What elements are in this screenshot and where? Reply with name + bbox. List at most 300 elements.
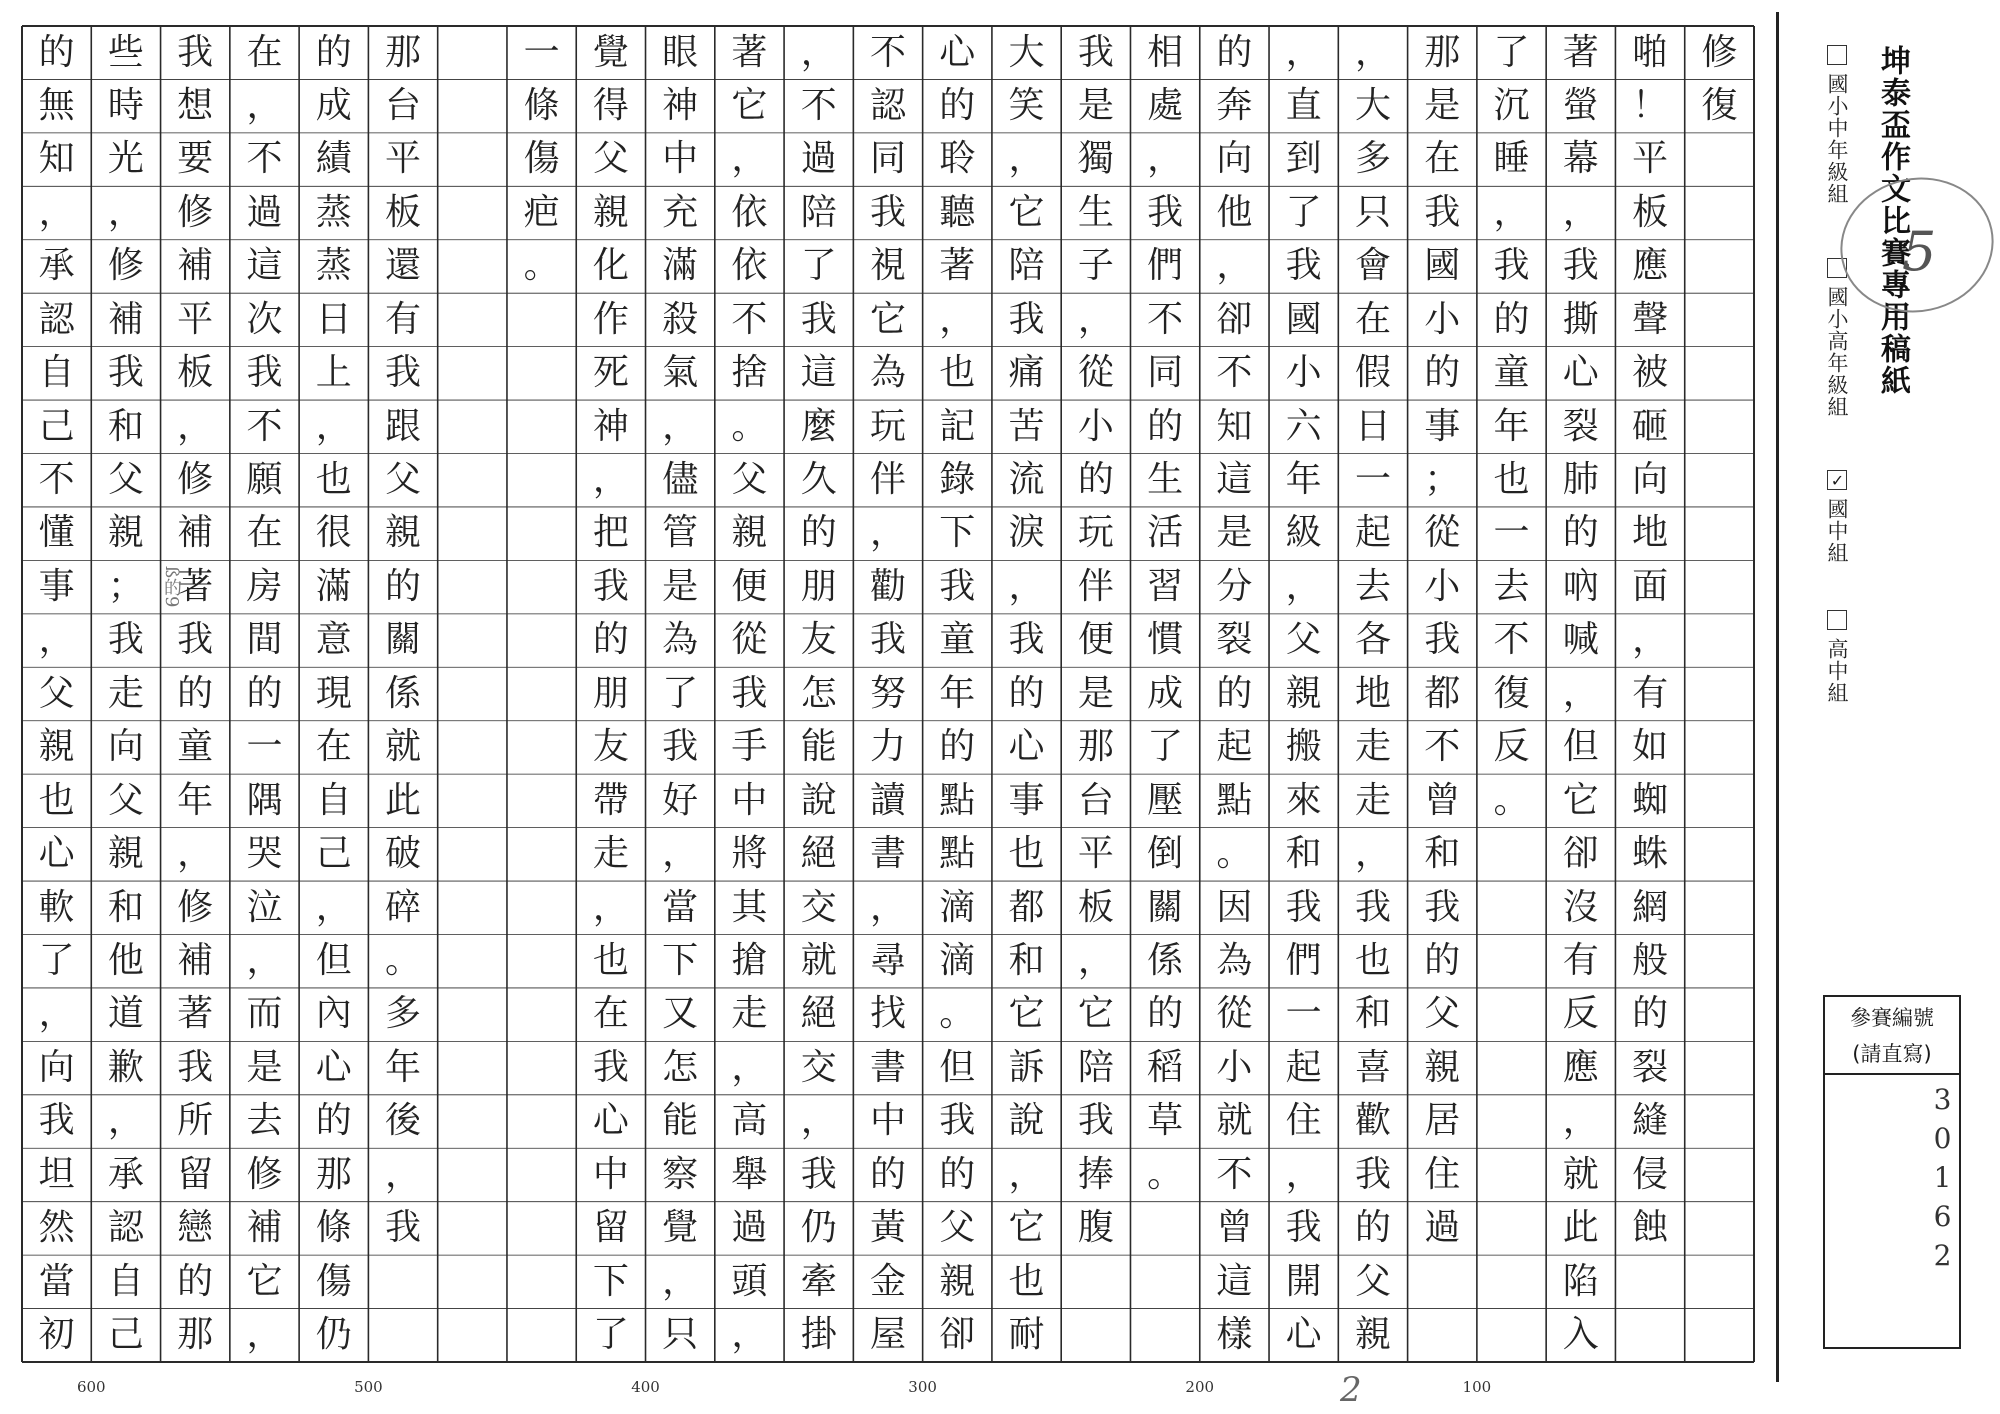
essay-char: 中 xyxy=(731,779,768,821)
essay-char: 。 xyxy=(1216,833,1253,875)
essay-char: 點 xyxy=(939,779,976,821)
essay-char: 板 xyxy=(1632,191,1669,233)
essay-char: 不 xyxy=(1216,352,1253,394)
grader-mark: 2 xyxy=(1340,1370,1362,1410)
essay-char: 裂 xyxy=(1216,619,1253,661)
essay-char: 只 xyxy=(1354,191,1391,233)
essay-char: 的 xyxy=(315,31,352,73)
essay-char: 下 xyxy=(662,939,699,981)
essay-char: 充 xyxy=(662,191,699,233)
essay-char: 上 xyxy=(315,352,352,394)
essay-char: 倒 xyxy=(1147,833,1184,875)
essay-char: 這 xyxy=(1216,459,1253,501)
essay-char: 的 xyxy=(939,726,976,768)
essay-char: 好 xyxy=(662,779,699,821)
essay-char: 心 xyxy=(38,833,75,875)
essay-char: 係 xyxy=(1147,939,1184,981)
essay-char: 裂 xyxy=(1562,405,1599,447)
essay-char: 疤 xyxy=(523,191,560,233)
essay-char: 事 xyxy=(38,565,75,607)
essay-char: ， xyxy=(1008,138,1045,180)
essay-char: 起 xyxy=(1285,1046,1322,1088)
essay-char: 年 xyxy=(939,672,976,714)
essay-char: ， xyxy=(869,886,906,928)
essay-char: 了 xyxy=(1285,191,1322,233)
essay-char: 我 xyxy=(662,726,699,768)
essay-char: ， xyxy=(592,459,629,501)
essay-char: 那 xyxy=(385,31,422,73)
essay-char: 的 xyxy=(592,619,629,661)
essay-char: 走 xyxy=(1354,726,1391,768)
essay-char: 間 xyxy=(246,619,283,661)
essay-char: 童 xyxy=(177,726,214,768)
essay-char: 覺 xyxy=(592,31,629,73)
essay-char: 都 xyxy=(1008,886,1045,928)
essay-char: 笑 xyxy=(1008,84,1045,126)
essay-char: 修 xyxy=(177,886,214,928)
essay-char: 親 xyxy=(38,726,75,768)
essay-char: 住 xyxy=(1424,1153,1461,1195)
essay-char: 不 xyxy=(731,298,768,340)
essay-char: 和 xyxy=(1008,939,1045,981)
essay-char: 親 xyxy=(107,833,144,875)
essay-char: 自 xyxy=(38,352,75,394)
essay-char: 記 xyxy=(939,405,976,447)
essay-char: 的 xyxy=(315,1100,352,1142)
essay-char: 父 xyxy=(1354,1260,1391,1302)
essay-char: 陪 xyxy=(1008,245,1045,287)
essay-char: 然 xyxy=(38,1207,75,1249)
essay-char: 跟 xyxy=(385,405,422,447)
essay-char: 的 xyxy=(939,1153,976,1195)
essay-char: 它 xyxy=(1008,993,1045,1035)
essay-char: 知 xyxy=(38,138,75,180)
essay-char: ， xyxy=(38,993,75,1035)
essay-char: 捨 xyxy=(731,352,768,394)
essay-char: 相 xyxy=(1147,31,1184,73)
essay-char: ， xyxy=(1077,939,1114,981)
essay-char: ， xyxy=(1008,1153,1045,1195)
essay-char: 來 xyxy=(1285,779,1322,821)
essay-char: 和 xyxy=(107,405,144,447)
essay-char: 我 xyxy=(800,298,837,340)
essay-char: ， xyxy=(38,619,75,661)
group-checkbox[interactable] xyxy=(1822,45,1852,205)
essay-char: ！ xyxy=(1632,84,1669,126)
essay-char: 交 xyxy=(800,1046,837,1088)
essay-char: 在 xyxy=(592,993,629,1035)
essay-char: ， xyxy=(1008,565,1045,607)
essay-char: ， xyxy=(662,833,699,875)
essay-char: 親 xyxy=(731,512,768,554)
essay-char: 的 xyxy=(246,672,283,714)
essay-char: 歡 xyxy=(1354,1100,1391,1142)
essay-char: 傷 xyxy=(315,1260,352,1302)
essay-char: ， xyxy=(1354,31,1391,73)
essay-char: 和 xyxy=(1354,993,1391,1035)
essay-char: 我 xyxy=(1008,619,1045,661)
essay-char: 也 xyxy=(592,939,629,981)
essay-char: 的 xyxy=(1632,993,1669,1035)
essay-char: 小 xyxy=(1285,352,1322,394)
essay-char: 把 xyxy=(592,512,629,554)
essay-char: 認 xyxy=(107,1207,144,1249)
essay-char: ， xyxy=(731,1046,768,1088)
group-checkbox-label: 國中組 xyxy=(1825,498,1849,564)
essay-char: ， xyxy=(246,84,283,126)
essay-char: 痛 xyxy=(1008,352,1045,394)
essay-char: 的 xyxy=(939,84,976,126)
essay-char: 是 xyxy=(1077,672,1114,714)
essay-char: 我 xyxy=(1008,298,1045,340)
essay-char: 慣 xyxy=(1147,619,1184,661)
essay-char: 就 xyxy=(1216,1100,1253,1142)
essay-char: 找 xyxy=(869,993,906,1035)
sidebar-divider xyxy=(1776,12,1779,1382)
essay-char: ， xyxy=(1562,191,1599,233)
essay-char: 板 xyxy=(385,191,422,233)
essay-char: ， xyxy=(731,1314,768,1356)
essay-char: 子 xyxy=(1077,245,1114,287)
essay-char: ， xyxy=(177,833,214,875)
essay-char: 覺 xyxy=(662,1207,699,1249)
essay-char: 伴 xyxy=(1077,565,1114,607)
essay-char: ， xyxy=(107,191,144,233)
essay-char: 陷 xyxy=(1562,1260,1599,1302)
essay-char: 就 xyxy=(1562,1153,1599,1195)
essay-char: 能 xyxy=(662,1100,699,1142)
essay-char: 是 xyxy=(1077,84,1114,126)
essay-char: 父 xyxy=(38,672,75,714)
essay-char: 死 xyxy=(592,352,629,394)
essay-char: 己 xyxy=(107,1314,144,1356)
essay-char: 懂 xyxy=(38,512,75,554)
essay-char: 我 xyxy=(246,352,283,394)
essay-char: 小 xyxy=(1216,1046,1253,1088)
essay-char: 裂 xyxy=(1632,1046,1669,1088)
essay-char: 假 xyxy=(1354,352,1391,394)
essay-char: 幕 xyxy=(1562,138,1599,180)
essay-char: 蜘 xyxy=(1632,779,1669,821)
essay-char: 它 xyxy=(1077,993,1114,1035)
essay-char: 搬 xyxy=(1285,726,1322,768)
essay-char: 的 xyxy=(1008,672,1045,714)
essay-char: 反 xyxy=(1562,993,1599,1035)
essay-char: 怎 xyxy=(800,672,837,714)
essay-char: 。 xyxy=(939,993,976,1035)
essay-char: 了 xyxy=(38,939,75,981)
essay-char: 戀 xyxy=(177,1207,214,1249)
essay-char: 生 xyxy=(1147,459,1184,501)
essay-char: 時 xyxy=(107,84,144,126)
essay-char: 這 xyxy=(246,245,283,287)
essay-char: 書 xyxy=(869,833,906,875)
essay-char: 小 xyxy=(1077,405,1114,447)
essay-char: 但 xyxy=(315,939,352,981)
essay-char: 心 xyxy=(315,1046,352,1088)
essay-char: 陪 xyxy=(800,191,837,233)
essay-char: 的 xyxy=(177,672,214,714)
essay-char: 卻 xyxy=(939,1314,976,1356)
essay-char: 都 xyxy=(1424,672,1461,714)
essay-char: 它 xyxy=(869,298,906,340)
essay-char: 親 xyxy=(107,512,144,554)
essay-char: 喊 xyxy=(1562,619,1599,661)
essay-char: 為 xyxy=(662,619,699,661)
essay-char: 苦 xyxy=(1008,405,1045,447)
essay-char: 處 xyxy=(1147,84,1184,126)
essay-char: 我 xyxy=(939,565,976,607)
essay-char: 朋 xyxy=(800,565,837,607)
essay-char: 親 xyxy=(939,1260,976,1302)
essay-char: 軟 xyxy=(38,886,75,928)
essay-char: ， xyxy=(1562,1100,1599,1142)
essay-char: 不 xyxy=(38,459,75,501)
essay-char: 要 xyxy=(177,138,214,180)
essay-char: 同 xyxy=(1147,352,1184,394)
essay-char: 頭 xyxy=(731,1260,768,1302)
essay-char: 也 xyxy=(1008,1260,1045,1302)
essay-char: 知 xyxy=(1216,405,1253,447)
essay-char: 我 xyxy=(592,1046,629,1088)
essay-char: 日 xyxy=(1354,405,1391,447)
essay-char: 舉 xyxy=(731,1153,768,1195)
essay-char: ， xyxy=(107,1100,144,1142)
essay-char: 我 xyxy=(107,619,144,661)
essay-char: 績 xyxy=(315,138,352,180)
essay-char: 去 xyxy=(246,1100,283,1142)
essay-char: 聲 xyxy=(1632,298,1669,340)
group-checkbox[interactable] xyxy=(1822,470,1852,564)
essay-char: 這 xyxy=(800,352,837,394)
essay-char: 了 xyxy=(1147,726,1184,768)
essay-char: ， xyxy=(1354,833,1391,875)
essay-char: ， xyxy=(246,939,283,981)
group-checkbox-label: 國小高年級組 xyxy=(1825,286,1849,418)
essay-char: 自 xyxy=(315,779,352,821)
essay-char: 過 xyxy=(800,138,837,180)
essay-char: 儘 xyxy=(662,459,699,501)
essay-char: 修 xyxy=(246,1153,283,1195)
essay-char: 己 xyxy=(38,405,75,447)
essay-char: 金 xyxy=(869,1260,906,1302)
essay-char: 從 xyxy=(1077,352,1114,394)
essay-char: 也 xyxy=(38,779,75,821)
essay-char: 條 xyxy=(315,1207,352,1249)
essay-char: 哭 xyxy=(246,833,283,875)
essay-char: 內 xyxy=(315,993,352,1035)
essay-char: 砸 xyxy=(1632,405,1669,447)
essay-char: 尋 xyxy=(869,939,906,981)
essay-char: 在 xyxy=(315,726,352,768)
essay-char: 年 xyxy=(385,1046,422,1088)
essay-char: 點 xyxy=(939,833,976,875)
essay-char: 一 xyxy=(246,726,283,768)
essay-char: 不 xyxy=(246,405,283,447)
essay-char: 居 xyxy=(1424,1100,1461,1142)
essay-char: 在 xyxy=(1354,298,1391,340)
essay-char: 年 xyxy=(177,779,214,821)
essay-char: 滴 xyxy=(939,939,976,981)
empty-box-icon[interactable] xyxy=(1827,45,1847,65)
essay-char: 其 xyxy=(731,886,768,928)
essay-char: 帶 xyxy=(592,779,629,821)
essay-char: 友 xyxy=(800,619,837,661)
essay-char: 我 xyxy=(1354,1153,1391,1195)
essay-char: 肺 xyxy=(1562,459,1599,501)
empty-box-icon[interactable] xyxy=(1827,610,1847,630)
essay-char: 國 xyxy=(1285,298,1322,340)
essay-char: 的 xyxy=(177,1260,214,1302)
essay-char: 平 xyxy=(1077,833,1114,875)
essay-char: 玩 xyxy=(1077,512,1114,554)
essay-char: 泣 xyxy=(246,886,283,928)
essay-char: 不 xyxy=(1147,298,1184,340)
essay-char: 面 xyxy=(1632,565,1669,607)
essay-char: 被 xyxy=(1632,352,1669,394)
essay-char: 是 xyxy=(662,565,699,607)
essay-char: 而 xyxy=(246,993,283,1035)
essay-char: 補 xyxy=(177,512,214,554)
essay-char: 是 xyxy=(1424,84,1461,126)
essay-char: 依 xyxy=(731,191,768,233)
essay-char: 自 xyxy=(107,1260,144,1302)
essay-char: ； xyxy=(1424,459,1461,501)
essay-char: 各 xyxy=(1354,619,1391,661)
essay-char: 中 xyxy=(869,1100,906,1142)
essay-char: 不 xyxy=(800,84,837,126)
essay-char: 點 xyxy=(1216,779,1253,821)
essay-char: 反 xyxy=(1493,726,1530,768)
entry-number-value: 30162 xyxy=(1926,1083,1959,1278)
essay-char: 日 xyxy=(315,298,352,340)
essay-char: 一 xyxy=(1493,512,1530,554)
essay-char: 一 xyxy=(1354,459,1391,501)
essay-char: 會 xyxy=(1354,245,1391,287)
essay-char: 我 xyxy=(1285,245,1322,287)
essay-char: 國 xyxy=(1424,245,1461,287)
essay-char: 我 xyxy=(1562,245,1599,287)
essay-char: 住 xyxy=(1285,1100,1322,1142)
essay-char: 在 xyxy=(246,512,283,554)
essay-char: 父 xyxy=(592,138,629,180)
essay-char: 向 xyxy=(38,1046,75,1088)
essay-char: ， xyxy=(1285,565,1322,607)
essay-char: 坦 xyxy=(38,1153,75,1195)
essay-char: 。 xyxy=(385,939,422,981)
essay-char: 得 xyxy=(592,84,629,126)
essay-char: 我 xyxy=(869,191,906,233)
essay-char: 板 xyxy=(177,352,214,394)
essay-char: 成 xyxy=(1147,672,1184,714)
essay-char: 不 xyxy=(1424,726,1461,768)
essay-char: 的 xyxy=(1147,405,1184,447)
group-checkbox[interactable] xyxy=(1822,610,1852,704)
essay-char: ， xyxy=(246,1314,283,1356)
essay-char: 我 xyxy=(800,1153,837,1195)
essay-char: 般 xyxy=(1632,939,1669,981)
essay-char: ， xyxy=(800,1100,837,1142)
margin-note: ß的9 xyxy=(161,566,182,608)
essay-char: 蝕 xyxy=(1632,1207,1669,1249)
essay-char: 板 xyxy=(1077,886,1114,928)
essay-char: 察 xyxy=(662,1153,699,1195)
essay-char: 啪 xyxy=(1632,31,1669,73)
essay-char: 我 xyxy=(1493,245,1530,287)
essay-char: 的 xyxy=(38,31,75,73)
essay-char: 著 xyxy=(1562,31,1599,73)
essay-char: 著 xyxy=(177,993,214,1035)
essay-char: 父 xyxy=(107,779,144,821)
essay-char: 修 xyxy=(177,459,214,501)
essay-char: 生 xyxy=(1077,191,1114,233)
essay-char: ， xyxy=(385,1153,422,1195)
essay-char: 父 xyxy=(731,459,768,501)
essay-char: 勸 xyxy=(869,565,906,607)
essay-char: 心 xyxy=(1008,726,1045,768)
essay-char: 此 xyxy=(1562,1207,1599,1249)
essay-char: 不 xyxy=(1216,1153,1253,1195)
essay-char: 麼 xyxy=(800,405,837,447)
essay-char: 眼 xyxy=(662,31,699,73)
essay-char: ， xyxy=(1147,138,1184,180)
essay-char: 的 xyxy=(1562,512,1599,554)
essay-char: 神 xyxy=(592,405,629,447)
essay-char: 我 xyxy=(38,1100,75,1142)
essay-char: 樣 xyxy=(1216,1314,1253,1356)
essay-char: 屋 xyxy=(869,1314,906,1356)
checked-box-icon[interactable]: ✓ xyxy=(1828,471,1847,490)
essay-char: 心 xyxy=(1562,352,1599,394)
essay-char: 便 xyxy=(731,565,768,607)
essay-char: 下 xyxy=(939,512,976,554)
essay-char: 心 xyxy=(939,31,976,73)
essay-char: 它 xyxy=(1562,779,1599,821)
group-checkbox[interactable] xyxy=(1822,258,1852,418)
ruler-label: 500 xyxy=(354,1378,383,1396)
essay-char: 歉 xyxy=(107,1046,144,1088)
essay-char: ， xyxy=(662,1260,699,1302)
essay-char: 掛 xyxy=(800,1314,837,1356)
essay-char: 努 xyxy=(869,672,906,714)
essay-char: 們 xyxy=(1147,245,1184,287)
essay-char: ， xyxy=(939,298,976,340)
essay-char: 力 xyxy=(869,726,906,768)
essay-char: 怎 xyxy=(662,1046,699,1088)
essay-char: 蛛 xyxy=(1632,833,1669,875)
essay-char: 地 xyxy=(1632,512,1669,554)
essay-char: 久 xyxy=(800,459,837,501)
essay-char: 走 xyxy=(107,672,144,714)
essay-char: 補 xyxy=(177,939,214,981)
essay-char: 螢 xyxy=(1562,84,1599,126)
essay-char: 曾 xyxy=(1424,779,1461,821)
essay-char: 們 xyxy=(1285,939,1322,981)
score-mark: 5 xyxy=(1902,220,1937,283)
essay-char: 留 xyxy=(177,1153,214,1195)
essay-char: 親 xyxy=(385,512,422,554)
essay-char: 喜 xyxy=(1354,1046,1391,1088)
essay-char: 也 xyxy=(315,459,352,501)
essay-char: 。 xyxy=(1147,1153,1184,1195)
essay-char: 後 xyxy=(385,1100,422,1142)
essay-char: 所 xyxy=(177,1100,214,1142)
essay-char: 認 xyxy=(38,298,75,340)
essay-char: 過 xyxy=(246,191,283,233)
essay-char: 我 xyxy=(107,352,144,394)
essay-char: 無 xyxy=(38,84,75,126)
essay-char: ， xyxy=(1632,619,1669,661)
